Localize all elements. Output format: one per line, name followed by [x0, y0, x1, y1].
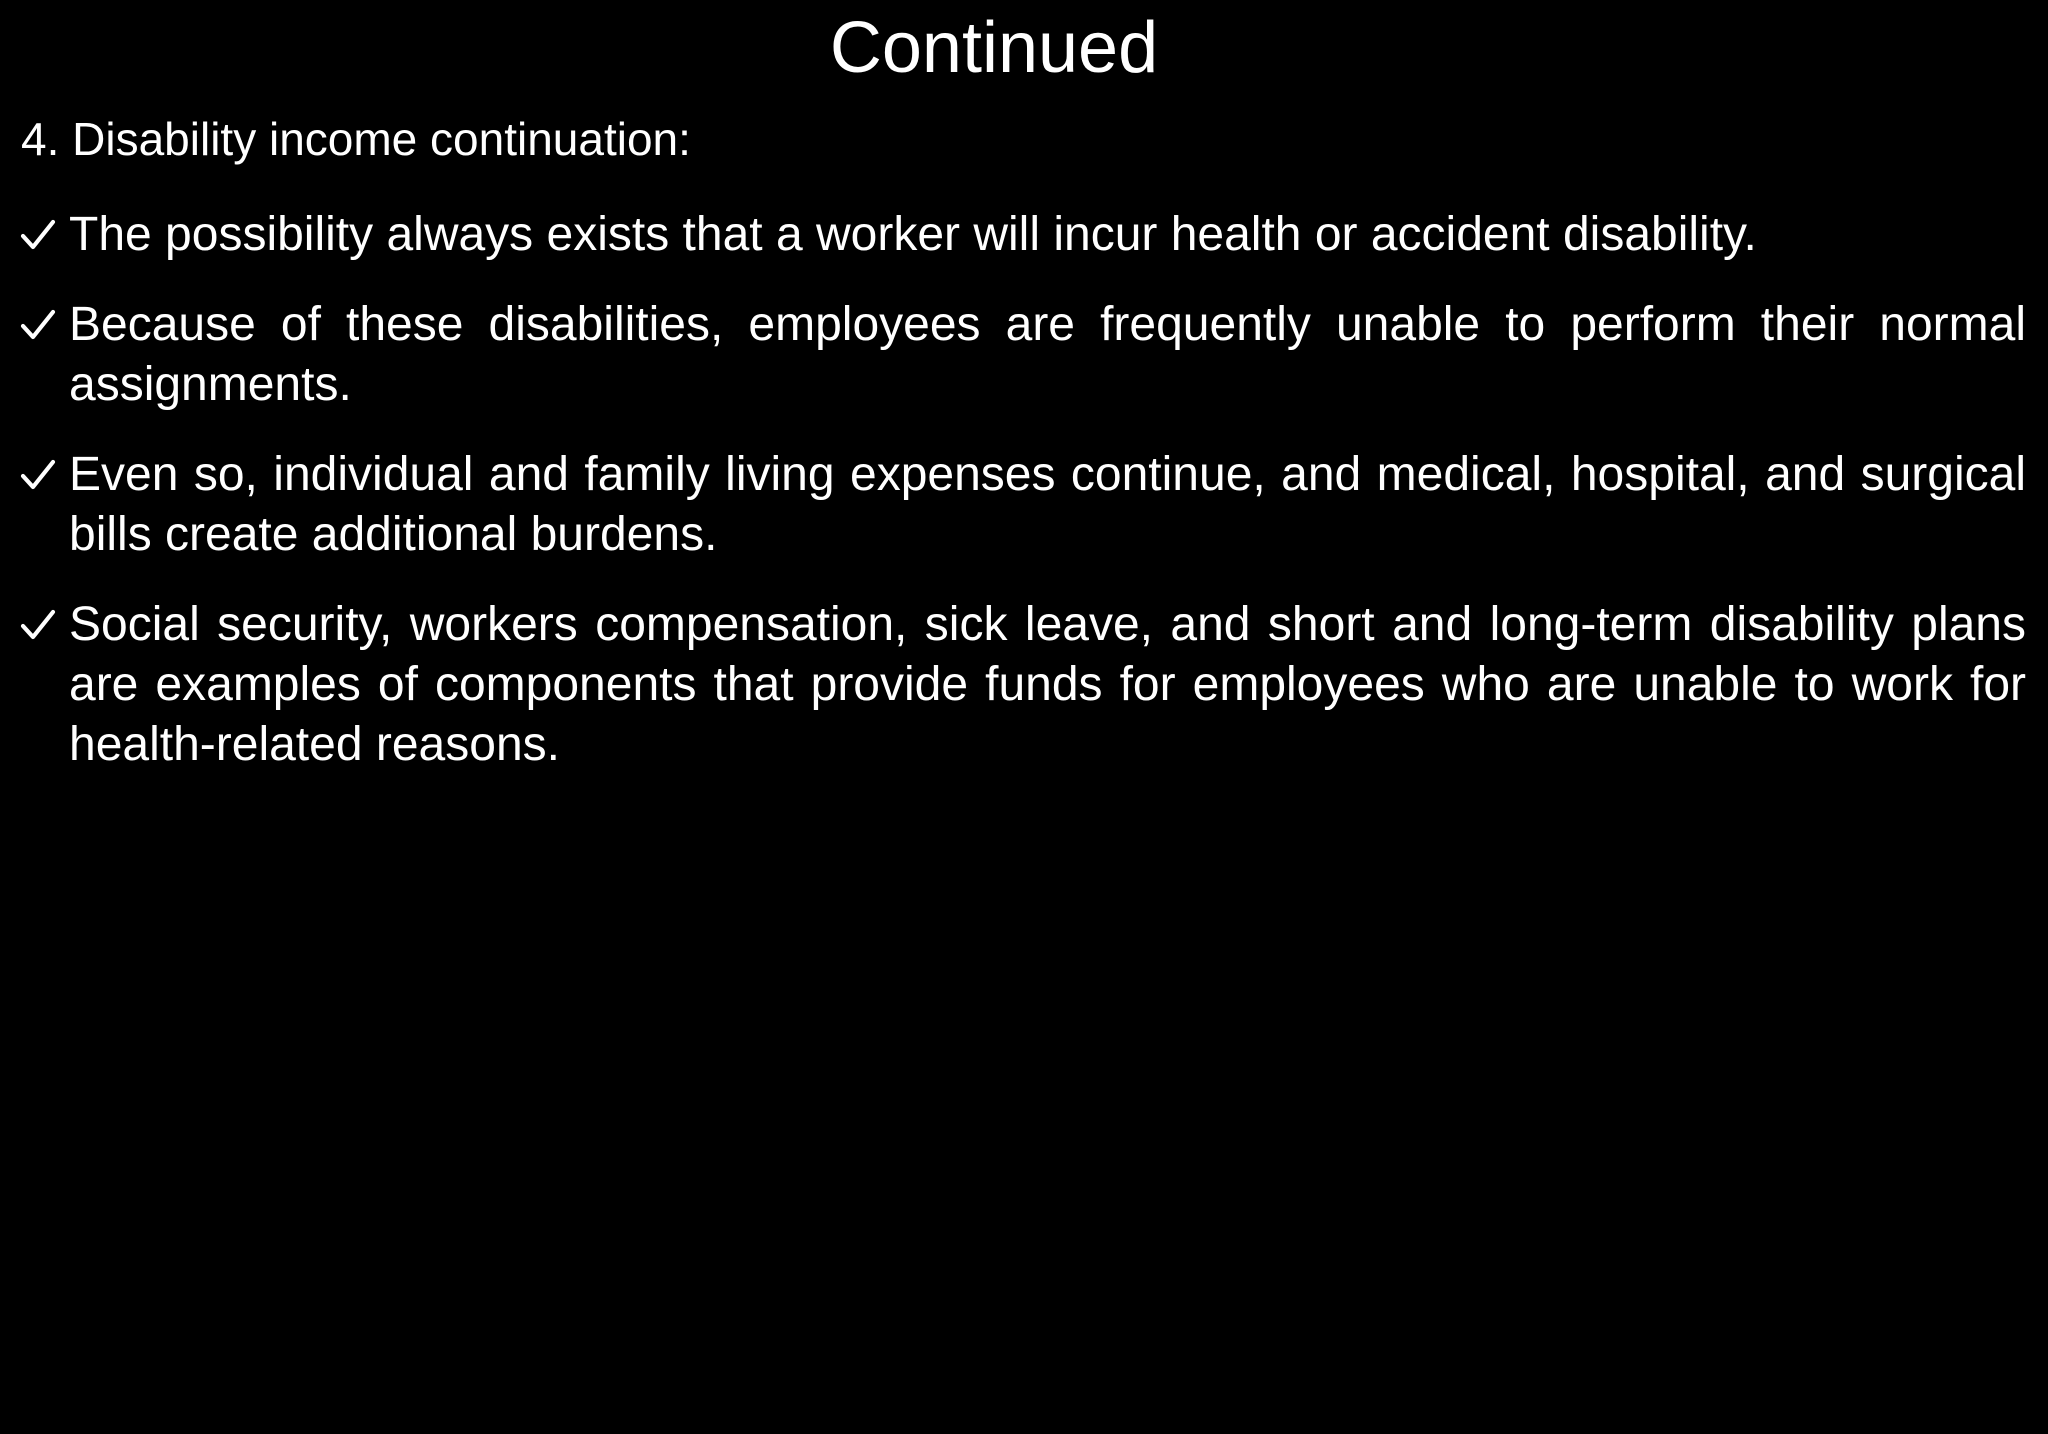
bullet-text: Social security, workers compensation, sick leave, and short and long-term disability plans are examples of components that provide funds for employees who are unable to work for health-related reasons.	[69, 598, 2026, 771]
bullet-text: Because of these disabilities, employees are frequently unable to perform their normal assignments.	[69, 298, 2026, 411]
slide-title: Continued	[829, 8, 1159, 88]
bullet-text: Even so, individual and family living expenses continue, and medical, hospital, and surgical bills create additional burdens.	[69, 448, 2026, 561]
checkmark-icon	[20, 205, 69, 265]
checkmark-icon	[20, 295, 69, 355]
bullet-text: The possibility always exists that a worker will incur health or accident disability.	[69, 208, 1757, 261]
bullet-item	[20, 445, 2026, 565]
bullet-list	[20, 205, 2026, 805]
bullet-item	[20, 595, 2026, 775]
bullet-item	[20, 295, 2026, 415]
checkmark-icon	[20, 595, 69, 655]
section-heading: 4. Disability income continuation:	[21, 113, 691, 165]
bullet-item	[20, 205, 2026, 265]
checkmark-icon	[20, 445, 69, 505]
